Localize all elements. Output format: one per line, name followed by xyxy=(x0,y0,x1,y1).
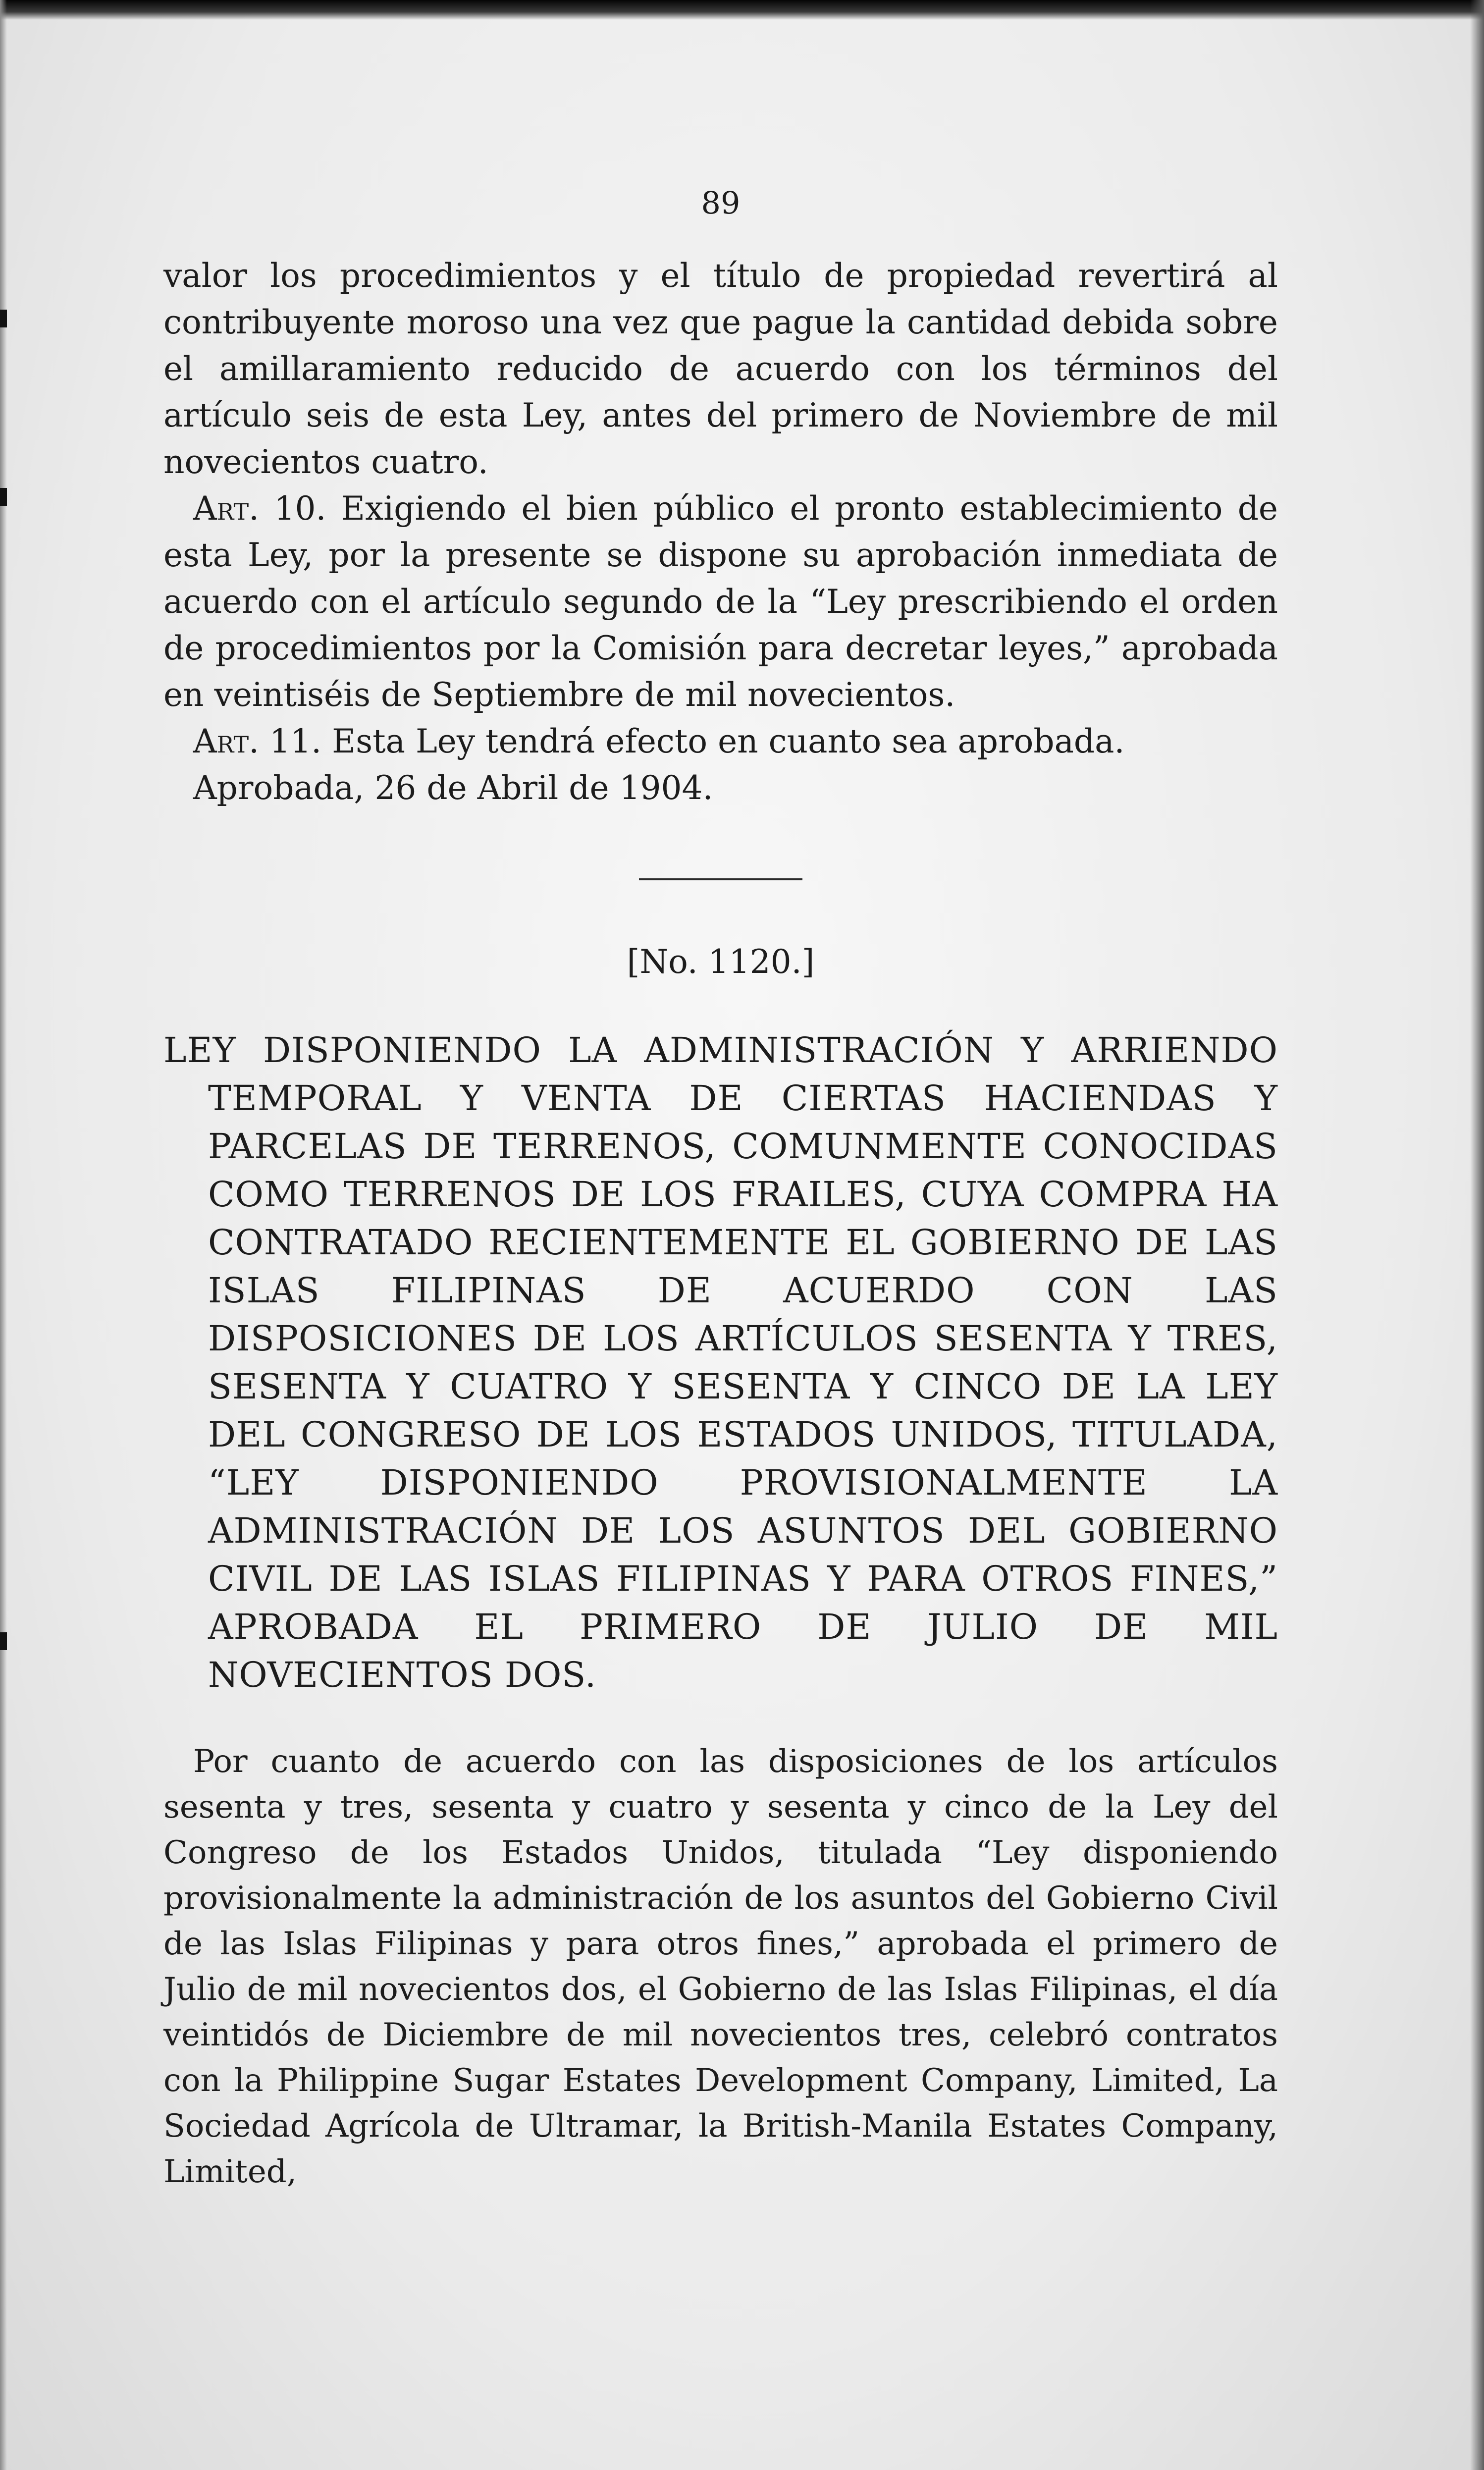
law-title: LEY DISPONIENDO LA ADMINISTRACIÓN Y ARRIENDO TEMPORAL Y VENTA DE CIERTAS HACIENDAS Y PARCELAS DE TERRENOS, COMUNMENTE CONOCIDAS COMO TERRENOS DE LOS FRAILES, CUYA COMPRA HA CONTRATADO RECIENTEMENTE EL GOBIERNO DE LAS ISLAS FILIPINAS DE ACUERDO CON LAS DISPOSICIONES DE LOS ARTÍCULOS SESENTA Y TRES, SESENTA Y CUATRO Y SESENTA Y CINCO DE LA LEY DEL CONGRESO DE LOS ESTADOS UNIDOS, TITULADA, “LEY DISPONIENDO PROVISIONALMENTE LA ADMINISTRACIÓN DE LOS ASUNTOS DEL GOBIERNO CIVIL DE LAS ISLAS FILIPINAS Y PARA OTROS FINES,” APROBADA EL PRIMERO DE JULIO DE MIL NOVECIENTOS DOS. xyxy=(163,1030,1278,1695)
article-label: Art. 10. xyxy=(193,489,326,528)
article-text: Esta Ley tendrá efecto en cuanto sea aprobada. xyxy=(332,722,1125,760)
scan-top-shadow xyxy=(0,0,1484,20)
law-number: [No. 1120.] xyxy=(627,943,815,981)
margin-mark xyxy=(0,310,7,327)
margin-mark xyxy=(0,1632,7,1650)
scan-left-edge xyxy=(0,0,7,2470)
article-10-paragraph xyxy=(163,485,1278,718)
article-text: Exigiendo el bien público el pronto establecimiento de esta Ley, por la presente se dispone su aprobación inmediata de acuerdo con el artículo segundo de la “Ley prescribiendo el orden de procedimientos por la Comisión para decretar leyes,” aprobada en veintiséis de Septiembre de mil novecientos. xyxy=(163,489,1278,714)
page-number: 89 xyxy=(701,185,741,221)
article-11-paragraph xyxy=(163,718,1278,765)
margin-mark xyxy=(0,488,7,506)
approval-line: Aprobada, 26 de Abril de 1904. xyxy=(193,769,713,807)
article-label: Art. 11. xyxy=(193,722,322,760)
section-divider xyxy=(639,878,802,880)
scan-right-edge xyxy=(1470,0,1484,2470)
text-block xyxy=(163,173,1278,2195)
continuation-paragraph: valor los procedimientos y el título de propiedad revertirá al contribuyente moroso una vez que pague la cantidad debida sobre el amillaramiento reducido de acuerdo con los términos del artículo seis de esta Ley, antes del primero de Noviembre de mil novecientos cuatro. xyxy=(163,257,1278,481)
preamble-paragraph: Por cuanto de acuerdo con las disposiciones de los artículos sesenta y tres, sesenta y cuatro y sesenta y cinco de la Ley del Congreso de los Estados Unidos, titulada “Ley disponiendo provisionalmente la administración de los asuntos del Gobierno Civil de las Islas Filipinas y para otros fines,” aprobada el primero de Julio de mil novecientos dos, el Gobierno de las Islas Filipinas, el día veintidós de Diciembre de mil novecientos tres, celebró contratos con la Philippine Sugar Estates Development Company, Limited, La Sociedad Agrícola de Ultramar, la British-Manila Estates Company, Limited, xyxy=(163,1743,1278,2190)
